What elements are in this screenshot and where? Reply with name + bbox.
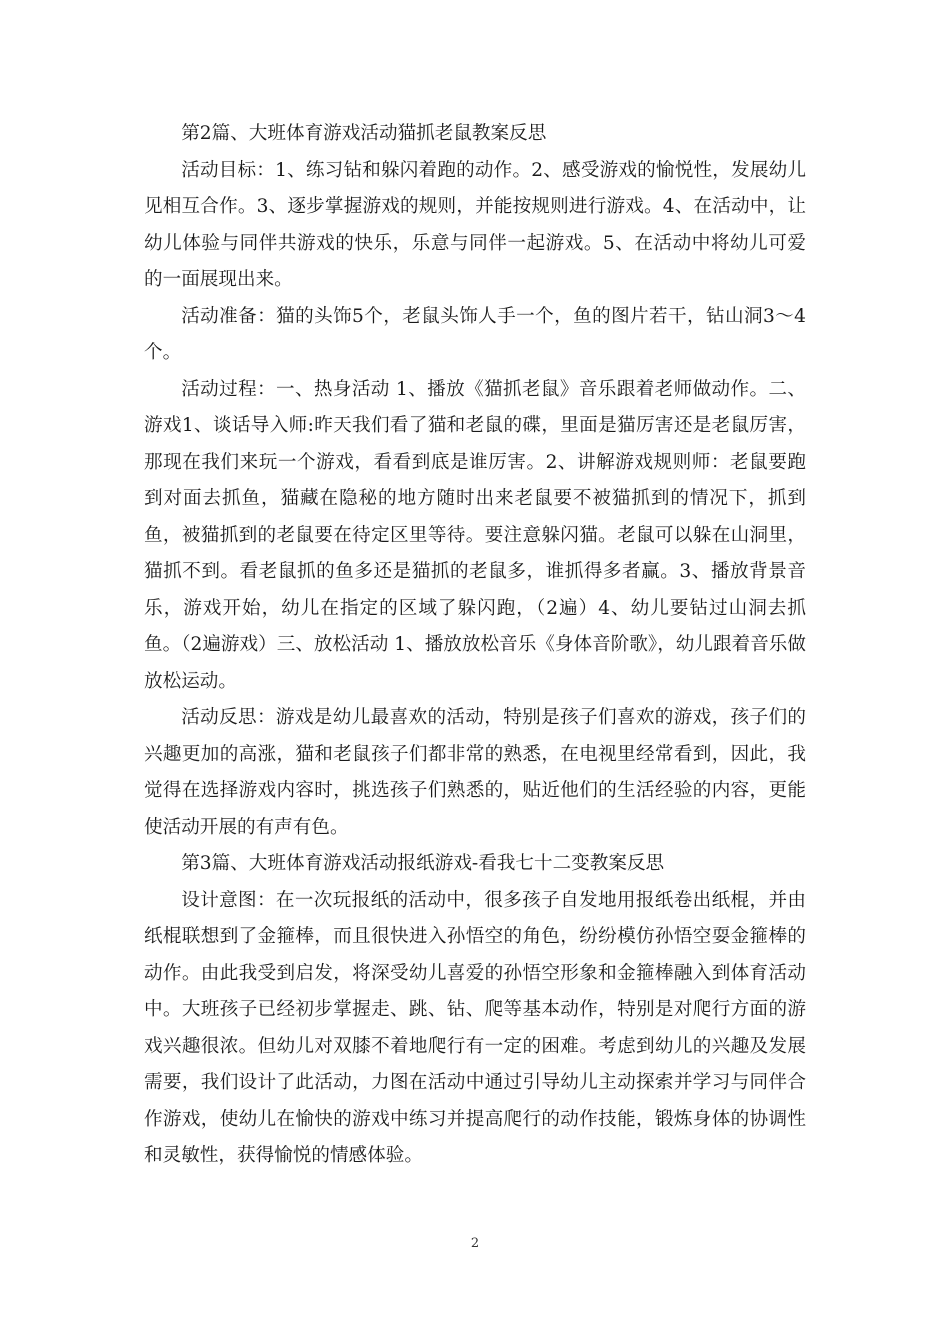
page-number: 2: [470, 1236, 480, 1251]
paragraph-activity-goals: 活动目标：1、练习钻和躲闪着跑的动作。2、感受游戏的愉悦性，发展幼儿见相互合作。3、逐步掌握游戏的规则，并能按规则进行游戏。4、在活动中，让幼儿体验与同伴共游戏的快乐，乐意与同伴一起游戏。5、在活动中将幼儿可爱的一面展现出来。: [144, 159, 806, 290]
document-body: [144, 116, 806, 1175]
paragraph-design-intent: 设计意图：在一次玩报纸的活动中，很多孩子自发地用报纸卷出纸棍，并由纸棍联想到了金箍棒，而且很快进入孙悟空的角色，纷纷模仿孙悟空耍金箍棒的动作。由此我受到启发，将深受幼儿喜爱的孙悟空形象和金箍棒融入到体育活动中。大班孩子已经初步掌握走、跳、钻、爬等基本动作，特别是对爬行方面的游戏兴趣很浓。但幼儿对双膝不着地爬行有一定的困难。考虑到幼儿的兴趣及发展需要，我们设计了此活动，力图在活动中通过引导幼儿主动探索并学习与同伴合作游戏，使幼儿在愉快的游戏中练习并提高爬行的动作技能，锻炼身体的协调性和灵敏性，获得愉悦的情感体验。: [144, 889, 806, 1166]
heading-article-2: 第2篇、大班体育游戏活动猫抓老鼠教案反思: [181, 123, 547, 144]
paragraph-activity-reflection: 活动反思：游戏是幼儿最喜欢的活动，特别是孩子们喜欢的游戏，孩子们的兴趣更加的高涨，猫和老鼠孩子们都非常的熟悉，在电视里经常看到，因此，我觉得在选择游戏内容时，挑选孩子们熟悉的，贴近他们的生活经验的内容，更能使活动开展的有声有色。: [144, 707, 806, 838]
heading-article-3: 第3篇、大班体育游戏活动报纸游戏-看我七十二变教案反思: [181, 853, 665, 874]
paragraph-activity-process: 活动过程：一、热身活动 1、播放《猫抓老鼠》音乐跟着老师做动作。二、游戏1、谈话导入师:昨天我们看了猫和老鼠的碟，里面是猫厉害还是老鼠厉害，那现在我们来玩一个游戏，看看到底是谁厉害。2、讲解游戏规则师：老鼠要跑到对面去抓鱼，猫藏在隐秘的地方随时出来老鼠要不被猫抓到的情况下，抓到鱼，被猫抓到的老鼠要在待定区里等待。要注意躲闪猫。老鼠可以躲在山洞里，猫抓不到。看老鼠抓的鱼多还是猫抓的老鼠多，谁抓得多者赢。3、播放背景音乐，游戏开始，幼儿在指定的区域了躲闪跑，（2遍）4、幼儿要钻过山洞去抓鱼。（2遍游戏）三、放松活动 1、播放放松音乐《身体音阶歌》，幼儿跟着音乐做放松运动。: [144, 378, 806, 692]
paragraph-activity-preparation: 活动准备：猫的头饰5个，老鼠头饰人手一个，鱼的图片若干，钻山洞3～4个。: [144, 305, 806, 363]
